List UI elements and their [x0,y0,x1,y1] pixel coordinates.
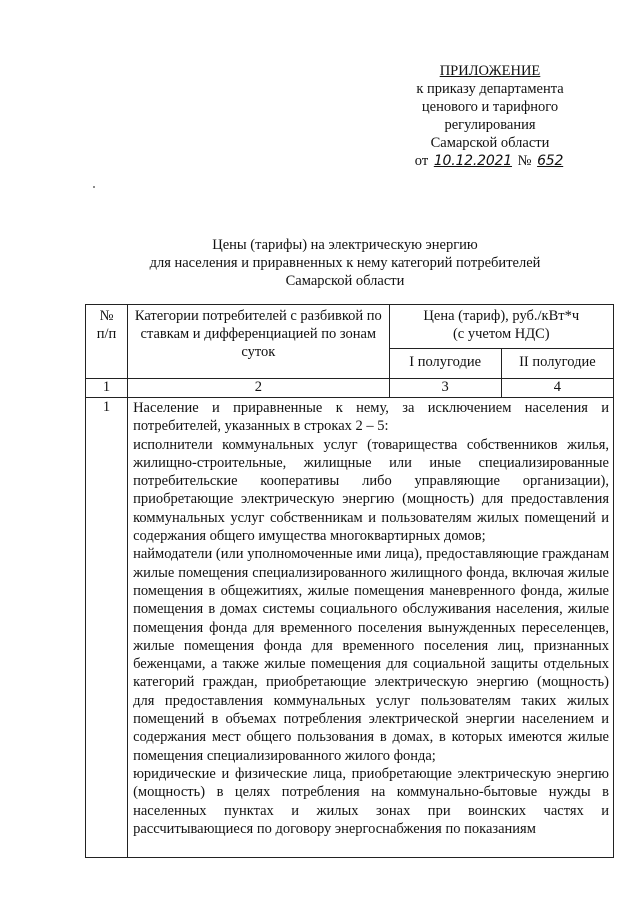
header-half1: I полугодие [389,349,501,379]
appendix-block [400,62,580,170]
document-title-line: Самарской области [285,273,405,289]
row-description [128,398,614,858]
header-number: № п/п [86,305,128,379]
column-number-row [86,379,614,398]
order-reference [400,152,580,170]
appendix-line: регулирования [444,117,536,133]
table-header-row [86,305,614,349]
order-number: 652 [537,153,564,169]
row-paragraph: наймодатели (или уполномоченные ими лица), предоставляющие гражданам жилые помещения специализированного жилищного фонда, включая жилые помещения в общежитиях, жилые помещения маневренного фонда, жилые помещения в домах системы социального обслуживания населения, жилые помещения фонда для временного поселения вынужденных переселенцев, жилые помещения фонда для временного поселения лиц, признанных беженцами, а также жилые помещения для социальной защиты отдельных категорий граждан, приобретающие электрическую энергию (мощность) для предоставления коммунальных услуг пользователям таких жилых помещений в объемах потребления электрической энергии населением и содержания мест общего пользования в домах, в которых имеются жилые помещения специализированного жилого фонда; [133,546,609,764]
column-number: 4 [501,379,613,398]
scan-speck [93,186,95,188]
table-row [86,398,614,858]
order-date: 10.12.2021 [433,153,512,169]
header-category: Категории потребителей с разбивкой по ставкам и дифференциацией по зонам суток [128,305,389,379]
order-prefix: от [414,153,429,169]
document-title-line: для населения и приравненных к нему категорий потребителей [149,255,541,271]
appendix-line: ценового и тарифного [421,99,559,115]
header-price: Цена (тариф), руб./кВт*ч (с учетом НДС) [389,305,613,349]
row-paragraph: Население и приравненные к нему, за исключением населения и потребителей, указанных в строках 2 – 5: [133,400,609,435]
document-title [130,236,560,290]
appendix-title: ПРИЛОЖЕНИЕ [439,63,541,79]
appendix-line: Самарской области [430,135,550,151]
order-number-label: № [517,153,532,169]
column-number: 2 [128,379,389,398]
row-number: 1 [86,398,128,858]
appendix-line: к приказу департамента [416,81,564,97]
column-number: 3 [389,379,501,398]
tariff-table [85,304,614,858]
row-paragraph: юридические и физические лица, приобретающие электрическую энергию (мощность) в целях потребления на коммунально-бытовые нужды в населенных пунктах и жилых зонах при воинских частях и рассчитывающиеся по договору энергоснабжения по показаниям [133,765,609,837]
header-half2: II полугодие [501,349,613,379]
row-paragraph: исполнители коммунальных услуг (товарищества собственников жилья, жилищно-строительные, жилищные или иные специализированные потребительские кооперативы либо управляющие организации), приобретающие электрическую энергию (мощность) для предоставления коммунальных услуг собственникам и пользователям жилых помещений и содержания общего имущества многоквартирных домов; [133,436,609,545]
column-number: 1 [86,379,128,398]
document-title-line: Цены (тарифы) на электрическую энергию [212,237,478,253]
